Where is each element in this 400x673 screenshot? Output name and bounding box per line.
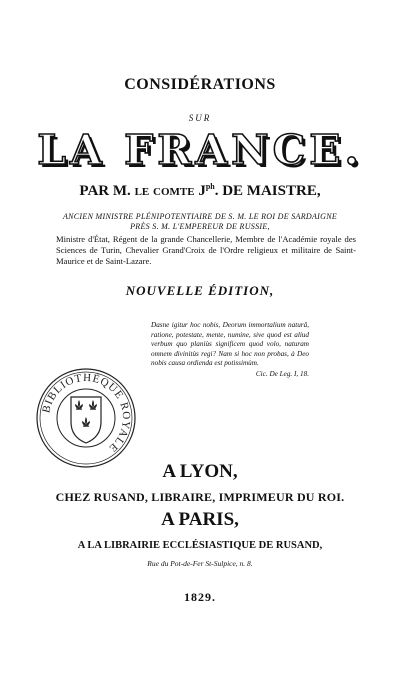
author-name: DE MAISTRE, — [222, 183, 321, 199]
author-line — [0, 182, 400, 200]
epigraph-citation: Cic. De Leg. I, 18. — [255, 369, 309, 378]
imprint-city-lyon: A LYON, — [162, 461, 238, 482]
imprint-publisher-paris: A LA LIBRAIRIE ECCLÉSIASTIQUE DE RUSAND, — [77, 540, 323, 551]
publication-year: 1829. — [184, 590, 216, 604]
epigraph-text: Dasne igitur hoc nobis, Deorum immortalium naturâ, ratione, potestate, mente, numine, sive quod est aliud verbum quo planiùs significem quod volo, naturam omnem divinitùs regi? Nam si hoc non probas, à Deo nobis causa ordienda est potissimùm. — [151, 321, 309, 368]
title-line-sur: SUR — [188, 113, 212, 123]
author-role-line-2: PRÈS S. M. L'EMPEREUR DE RUSSIE, — [130, 222, 270, 231]
author-role-line-1: ANCIEN MINISTRE PLÉNIPOTENTIAIRE DE S. M. LE ROI DE SARDAIGNE — [62, 212, 338, 221]
imprint-publisher-lyon: CHEZ RUSAND, LIBRAIRE, IMPRIMEUR DU ROI. — [55, 490, 345, 504]
title-line-considerations: CONSIDÉRATIONS — [124, 76, 276, 93]
imprint-address: Rue du Pot-de-Fer St-Sulpice, n. 8. — [147, 559, 253, 568]
svg-text:BIBLIOTHÈQUE ROYALE: BIBLIOTHÈQUE ROYALE — [40, 371, 133, 455]
author-m: M. — [112, 183, 131, 199]
epigraph — [151, 321, 309, 380]
title-line-la-france: LA FRANCE. — [37, 126, 363, 174]
author-comte: COMTE — [153, 186, 195, 198]
author-initial-superscript: ph — [205, 182, 215, 191]
author-titles: Ministre d'État, Régent de la grande Chancellerie, Membre de l'Académie royale des Sciences de Turin, Chevalier Grand'Croix de l'Ordre religieux et militaire de Saint-Maurice et de Saint-Lazare. — [56, 234, 356, 266]
author-par: PAR — [79, 183, 110, 199]
edition-line: NOUVELLE ÉDITION, — [125, 283, 275, 298]
imprint-city-paris: A PARIS, — [161, 509, 239, 530]
library-stamp — [35, 367, 137, 469]
author-initial-letter: J — [198, 183, 206, 199]
author-roles — [0, 212, 400, 232]
fleur-de-lis-shield-icon — [71, 397, 101, 443]
author-le: LE — [134, 186, 150, 198]
author-initial: $J^{ph}$. — [198, 182, 219, 199]
